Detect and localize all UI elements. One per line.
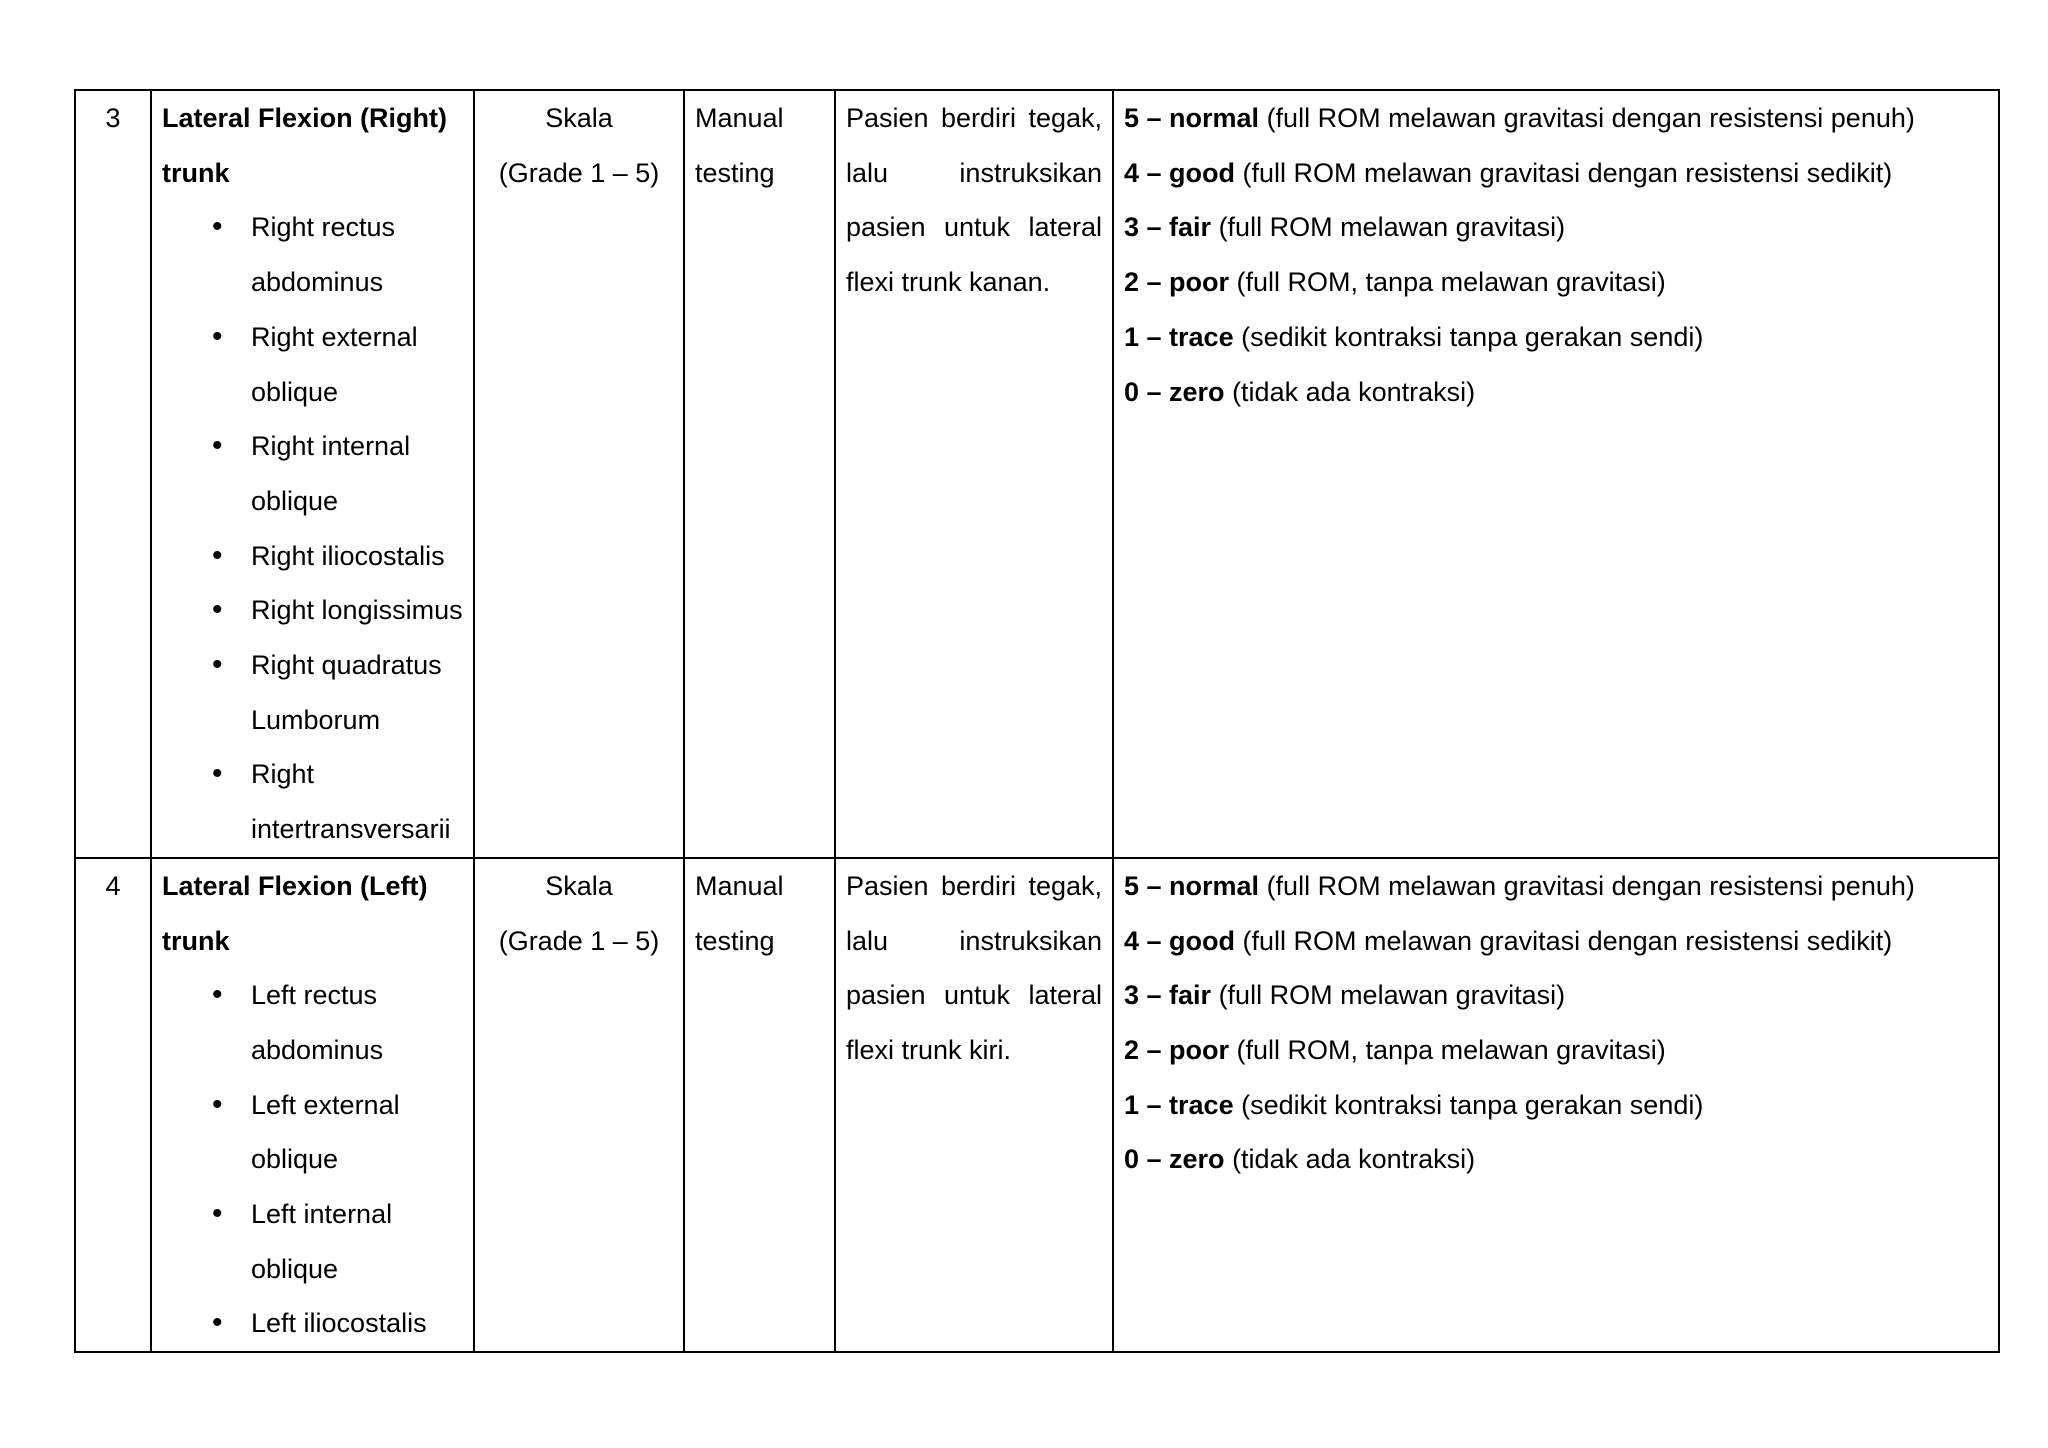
grade-line: 3 – fair (full ROM melawan gravitasi) <box>1124 212 1566 243</box>
method-text: Manual testing <box>695 103 784 188</box>
bullet-icon: • <box>212 1087 223 1121</box>
bullet-icon: • <box>212 648 223 682</box>
muscle-list <box>162 200 463 856</box>
list-item: • Right intertransversarii <box>162 747 463 856</box>
row-number-cell <box>75 90 151 858</box>
list-item: • Right quadratus Lumborum <box>162 638 463 747</box>
procedure-cell <box>835 858 1113 1352</box>
scale-range: (Grade 1 – 5) <box>498 925 660 956</box>
list-item: • Left iliocostalis <box>162 1296 463 1351</box>
grading-cell <box>1113 858 1999 1352</box>
scale-cell <box>474 858 684 1352</box>
grade-line: 5 – normal (full ROM melawan gravitasi dengan resistensi penuh) <box>1124 870 1915 901</box>
list-item: • Left rectus abdominus <box>162 968 463 1077</box>
bullet-icon: • <box>212 538 223 572</box>
grading-cell <box>1113 90 1999 858</box>
list-item: • Right iliocostalis <box>162 529 463 584</box>
bullet-icon: • <box>212 593 223 627</box>
movement-subtitle: trunk <box>162 925 230 956</box>
list-item: • Right longissimus <box>162 583 463 638</box>
bullet-icon: • <box>212 1197 223 1231</box>
grade-line: 3 – fair (full ROM melawan gravitasi) <box>1124 980 1566 1011</box>
muscle-list <box>162 968 463 1351</box>
grade-line: 0 – zero (tidak ada kontraksi) <box>1124 376 1476 407</box>
row-number: 4 <box>105 870 121 901</box>
grade-line: 4 – good (full ROM melawan gravitasi dengan resistensi sedikit) <box>1124 925 1893 956</box>
list-item: • Right internal oblique <box>162 419 463 528</box>
grade-line: 2 – poor (full ROM, tanpa melawan gravitasi) <box>1124 267 1666 298</box>
method-cell <box>684 858 835 1352</box>
row-number: 3 <box>105 103 121 133</box>
movement-title: Lateral Flexion (Right) <box>162 103 448 133</box>
method-cell <box>684 90 835 858</box>
method-text: Manual testing <box>695 870 784 956</box>
scale-label: Skala <box>545 870 613 901</box>
muscle-test-table <box>74 89 2000 1353</box>
bullet-icon: • <box>212 978 223 1012</box>
muscle-cell <box>151 90 474 858</box>
bullet-icon: • <box>212 429 223 463</box>
bullet-icon: • <box>212 1306 223 1340</box>
list-item: • Right external oblique <box>162 310 463 419</box>
procedure-cell <box>835 90 1113 858</box>
bullet-icon: • <box>212 210 223 244</box>
list-item: • Right rectus abdominus <box>162 200 463 309</box>
grade-line: 2 – poor (full ROM, tanpa melawan gravitasi) <box>1124 1034 1666 1065</box>
movement-title: Lateral Flexion (Left) <box>162 870 428 901</box>
grade-line: 4 – good (full ROM melawan gravitasi dengan resistensi sedikit) <box>1124 157 1893 188</box>
bullet-icon: • <box>212 319 223 353</box>
grade-line: 5 – normal (full ROM melawan gravitasi dengan resistensi penuh) <box>1124 103 1915 133</box>
table-row <box>75 90 1999 858</box>
list-item: • Left internal oblique <box>162 1187 463 1296</box>
procedure-text: Pasien berdiri tegak, lalu instruksikan pasien untuk lateral flexi trunk kanan. <box>846 103 1102 298</box>
table-row <box>75 858 1999 1352</box>
scale-label: Skala <box>545 103 613 133</box>
list-item: • Left external oblique <box>162 1078 463 1187</box>
grade-line: 0 – zero (tidak ada kontraksi) <box>1124 1144 1476 1175</box>
procedure-text: Pasien berdiri tegak, lalu instruksikan pasien untuk lateral flexi trunk kiri. <box>846 870 1102 1065</box>
scale-range: (Grade 1 – 5) <box>498 157 660 188</box>
row-number-cell <box>75 858 151 1352</box>
scale-cell <box>474 90 684 858</box>
movement-subtitle: trunk <box>162 157 230 188</box>
grade-line: 1 – trace (sedikit kontraksi tanpa gerakan sendi) <box>1124 321 1704 352</box>
grade-line: 1 – trace (sedikit kontraksi tanpa gerakan sendi) <box>1124 1089 1704 1120</box>
bullet-icon: • <box>212 757 223 791</box>
muscle-cell <box>151 858 474 1352</box>
